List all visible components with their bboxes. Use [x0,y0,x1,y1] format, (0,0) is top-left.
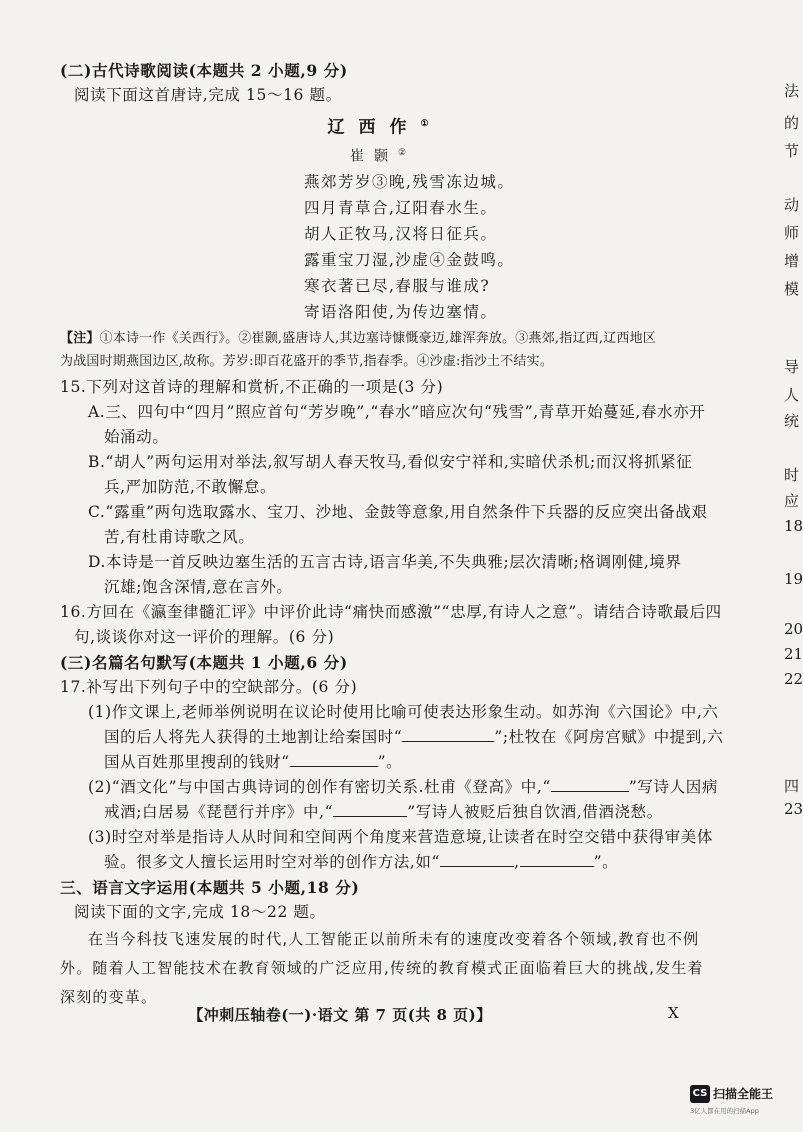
footer-mark: X [668,1004,679,1022]
edge-text: 23 [784,800,803,818]
scanner-watermark [690,1085,798,1121]
poem-note-continued: 为战国时期燕国边区,故称。芳岁:即百花盛开的季节,指春季。④沙虚:指沙土不结实。 [60,354,554,370]
edge-text: 19 [784,570,803,588]
q17-part-3-cont: 验。很多文人擅长运用时空对举的创作方法,如“ , ”。 [104,853,619,872]
poem-title: 辽西作① [327,117,429,138]
q17-part-2-cont: 戒酒;白居易《琵琶行并序》中,“ ”写诗人被贬后独自饮酒,借酒浇愁。 [104,803,663,822]
q15-option-a: A.三、四句中“四月”照应首句“芳岁晚”,“春水”暗应次句“残雪”,青草开始蔓延,春水亦开 [88,403,706,422]
q17-part-2: (2)“酒文化”与中国古典诗词的创作有密切关系.杜甫《登高》中,“ ”写诗人因病 [88,778,718,797]
answer-blank[interactable] [333,802,407,817]
passage-line: 在当今科技飞速发展的时代,人工智能正以前所未有的速度改变着各个领域,教育也不例 [88,930,700,949]
q17-part-1-end: 国从百姓那里搜刮的钱财“ ”。 [104,753,403,772]
question-15-stem: 15.下列对这首诗的理解和赏析,不正确的一项是(3 分) [60,378,444,397]
adjacent-page-edge [782,0,803,1132]
edge-text: 法 [784,82,800,100]
q15-option-b-cont: 兵,严加防范,不敢懈怠。 [104,478,277,497]
section-heading-language: 三、语言文字运用(本题共 5 小题,18 分) [60,878,360,898]
q15-option-c: C.“露重”两句选取露水、宝刀、沙地、金鼓等意象,用自然条件下兵器的反应突出备战艰 [88,503,708,522]
edge-text: 四 [784,777,800,795]
answer-blank[interactable] [520,852,594,867]
edge-text: 模 [784,280,800,298]
answer-blank[interactable] [551,777,629,792]
section-heading-poetry: (二)古代诗歌阅读(本题共 2 小题,9 分) [60,61,348,80]
q15-option-d: D.本诗是一首反映边塞生活的五言古诗,语言华美,不失典雅;层次清晰;格调刚健,境界 [88,553,682,572]
edge-text: 22 [784,670,803,688]
edge-text: 20 [784,620,803,638]
passage-line: 外。随着人工智能技术在教育领域的广泛应用,传统的教育模式正面临着巨大的挑战,发生着 [60,959,704,978]
poem-body [60,169,696,325]
answer-blank[interactable] [402,727,494,742]
poem-line: 露重宝刀湿,沙虚④金鼓鸣。 [304,251,515,270]
edge-text: 时 [784,466,800,484]
edge-text: 人 [784,386,800,404]
answer-blank[interactable] [440,852,514,867]
question-16: 16.方回在《瀛奎律髓汇评》中评价此诗“痛快而感激”“忠厚,有诗人之意”。请结合诗歌最后四 [60,603,722,622]
q17-part-3: (3)时空对举是指诗人从时间和空间两个角度来营造意境,让读者在时空交错中获得审美体 [88,828,713,847]
language-instruction: 阅读下面的文字,完成 18～22 题。 [74,903,326,922]
edge-text: 统 [784,412,800,430]
main-column [60,58,724,1012]
q17-part-1: (1)作文课上,老师举例说明在议论时使用比喻可使表达形象生动。如苏洵《六国论》中,六 [88,703,719,722]
edge-text: 导 [784,358,800,376]
poem-author: 崔颢② [349,147,407,165]
section-heading-dictation: (三)名篇名句默写(本题共 1 小题,6 分) [60,653,348,673]
q15-option-c-cont: 苦,有杜甫诗歌之风。 [104,528,255,547]
poem-note: 【注】①本诗一作《关西行》。②崔颢,盛唐诗人,其边塞诗慷慨豪迈,雄浑奔放。③燕郊,指辽西,辽西地区 [60,331,656,347]
poem-line: 四月青草合,辽阳春水生。 [304,199,498,218]
watermark-app-name: 扫描全能王 [713,1087,774,1101]
edge-text: 师 [784,224,800,242]
edge-text: 18 [784,517,803,535]
q15-option-d-cont: 沉雄;饱含深情,意在言外。 [104,578,293,597]
edge-text: 动 [784,196,800,214]
q17-part-1-cont: 国的后人将先人获得的土地割让给秦国时“ ”;杜牧在《阿房宫赋》中提到,六 [104,728,724,747]
page-footer: 【冲刺压轴卷(一)·语文 第 7 页(共 8 页)】 [188,1006,492,1024]
poem-line: 寄语洛阳使,为传边塞情。 [304,303,498,322]
q15-option-a-cont: 始涌动。 [104,428,169,447]
edge-text: 节 [784,142,800,160]
watermark-tagline: 3亿人都在用的扫描App [690,1107,759,1115]
poem-line: 胡人正牧马,汉将日征兵。 [304,225,498,244]
poem-line: 寒衣著已尽,春服与谁成? [304,277,491,296]
question-17-stem: 17.补写出下列句子中的空缺部分。(6 分) [60,678,358,697]
edge-text: 应 [784,492,800,510]
passage-line: 深刻的变革。 [60,988,158,1007]
q15-option-b: B.“胡人”两句运用对举法,叙写胡人春天牧马,看似安宁祥和,实暗伏杀机;而汉将抓紧征 [88,453,693,472]
question-16-cont: 句,谈谈你对这一评价的理解。(6 分) [74,628,335,647]
camscanner-logo-icon: CS [690,1085,710,1103]
poem-line: 燕郊芳岁③晚,残雪冻边城。 [304,173,515,192]
edge-text: 的 [784,114,800,132]
edge-text: 增 [784,252,800,270]
edge-text: 21 [784,645,803,663]
answer-blank[interactable] [290,752,378,767]
poetry-instruction: 阅读下面这首唐诗,完成 15～16 题。 [74,86,342,104]
